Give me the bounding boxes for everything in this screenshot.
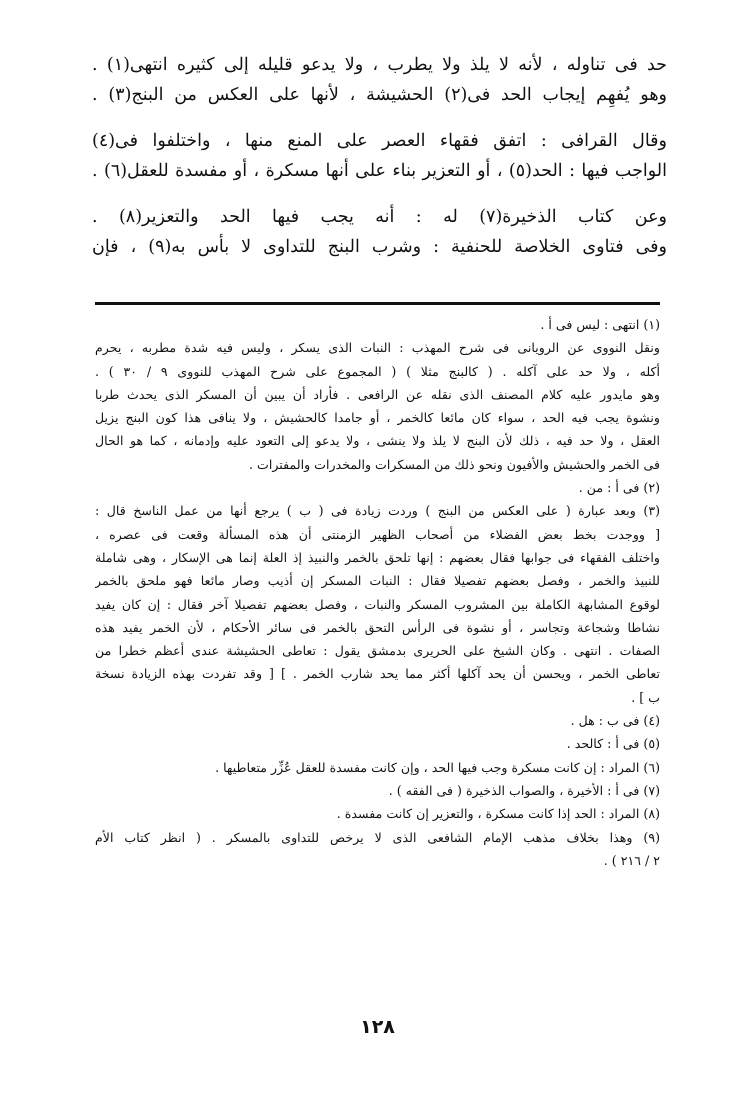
main-text (92, 50, 667, 262)
page-number: ١٢٨ (360, 1016, 395, 1038)
footnote-line: ب ] . (631, 689, 660, 705)
footnote-line: تعاطى الخمر ، ويحسن أن يحد آكلها أكثر مما يحد شارب الخمر . ] [ وقد تفردت بهذه الزيادة نسخة (95, 666, 660, 682)
footnote-line: (١) انتهى : ليس فى أ . (540, 317, 660, 332)
main-line: وعن كتاب الذخيرة(٧) له : أنه يجب فيها الحد والتعزير(٨) . (92, 207, 667, 227)
footnote-line: (٤) فى ب : هل . (570, 713, 660, 729)
footnote-line: ٢ / ٢١٦ ) . (603, 852, 660, 868)
footnote-line: (٢) فى أ : من . (578, 480, 660, 496)
footnote-line: [ ووجدت بخط بعض الفضلاء من أصحاب الظهير الزمنتى أن هذه المسألة وقعت فى عصره ، (95, 526, 660, 542)
footnote-line: ونشوة يجب فيه الحد ، سواء كان مائعا كالخمر ، أو جامدا كالحشيش ، ولا ينافى هذا كون البنج يزيل (95, 410, 660, 426)
main-line: وقال القرافى : اتفق فقهاء العصر على المنع منها ، واختلفوا فى(٤) (92, 131, 667, 151)
footnote-line: أكله ، ولا حد على آكله . ( كالبنج مثلا ) ( المجموع على شرح المهذب للنووى ٩ / ٣٠ ) . (95, 363, 660, 379)
footnote-line: (٧) فى أ : الأخيرة ، والصواب الذخيرة ( فى الفقه ) . (388, 782, 660, 798)
footnote-line: للنبيذ والخمر ، وفصل بعضهم تفصيلا فقال : النبات المسكر إن أذيب وصار مائعا فهو ملحق بالخمر (95, 573, 660, 589)
footnote-line: (٩) وهذا بخلاف مذهب الإمام الشافعى الذى لا يرخص للتداوى بالمسكر . ( انظر كتاب الأم (95, 829, 660, 845)
footnote-line: وهو مايدور عليه كلام المصنف الذى نقله عن الرافعى . فأراد أن يبين أن المسكر الذى يحدث طربا (95, 386, 660, 402)
main-line: وفى فتاوى الخلاصة للحنفية : وشرب البنج للتداوى لا بأس به(٩) ، فإن (92, 237, 667, 257)
footnote-line: لوقوع المشابهة الكاملة بين المشروب المسكر والنبات ، وفصل بعضهم تفصيلا آخر فقال : إن كان يفيد (95, 596, 660, 612)
footnote-line: (٣) وبعد عبارة ( على العكس من البنج ) وردت زيادة فى ( ب ) يرجع أنها من عمل الناسخ قال : (95, 503, 660, 519)
footnote-separator (95, 302, 660, 305)
main-line: الواجب فيها : الحد(٥) ، أو التعزير بناء على أنها مسكرة ، أو مفسدة للعقل(٦) . (92, 161, 667, 181)
footnote-line: نشاطا وشجاعة وتجاسر ، أو نشوة فى الرأس التحق بالخمر فى سائر الأحكام ، لأن الخمر يفيد هذه (95, 619, 660, 635)
main-line: حد فى تناوله ، لأنه لا يلذ ولا يطرب ، ولا يدعو قليله إلى كثيره انتهى(١) . (92, 55, 667, 75)
footnote-line: (٥) فى أ : كالحد . (566, 736, 660, 752)
footnote-line: (٨) المراد : الحد إذا كانت مسكرة ، والتعزير إن كانت مفسدة . (336, 806, 660, 822)
main-line: وهو يُفهِم إيجاب الحد فى(٢) الحشيشة ، لأنها على العكس من البنج(٣) . (92, 85, 667, 105)
footnote-line: الصفات . انتهى . وكان الشيخ على الحريرى بدمشق يقول : تعاطى الحشيشة عندى أعظم خطرا من (95, 643, 660, 659)
footnote-line: (٦) المراد : إن كانت مسكرة وجب فيها الحد ، وإن كانت مفسدة للعقل عُزِّر متعاطيها . (215, 759, 660, 775)
footnote-line: العقل ، ولا حد فيه ، ذلك لأن البنج لا يلذ ولا ينشى ، ولا يدعو إلى التعود عليه وإدمانه ، كما هو الحال (95, 433, 660, 449)
footnote-line: ونقل النووى عن الرويانى فى شرح المهذب : النبات الذى يسكر ، وليس فيه شدة مطربه ، يحرم (95, 340, 660, 356)
footnote-line: واختلف الفقهاء فى جوابها فقال بعضهم : إنها تلحق بالخمر والنبيذ إذ العلة إنما هى الإسكار ، وهى شاملة (95, 549, 660, 565)
footnotes (95, 313, 660, 872)
footnote-line: فى الخمر والحشيش والأفيون ونحو ذلك من المسكرات والمخدرات والمفترات . (249, 456, 660, 472)
